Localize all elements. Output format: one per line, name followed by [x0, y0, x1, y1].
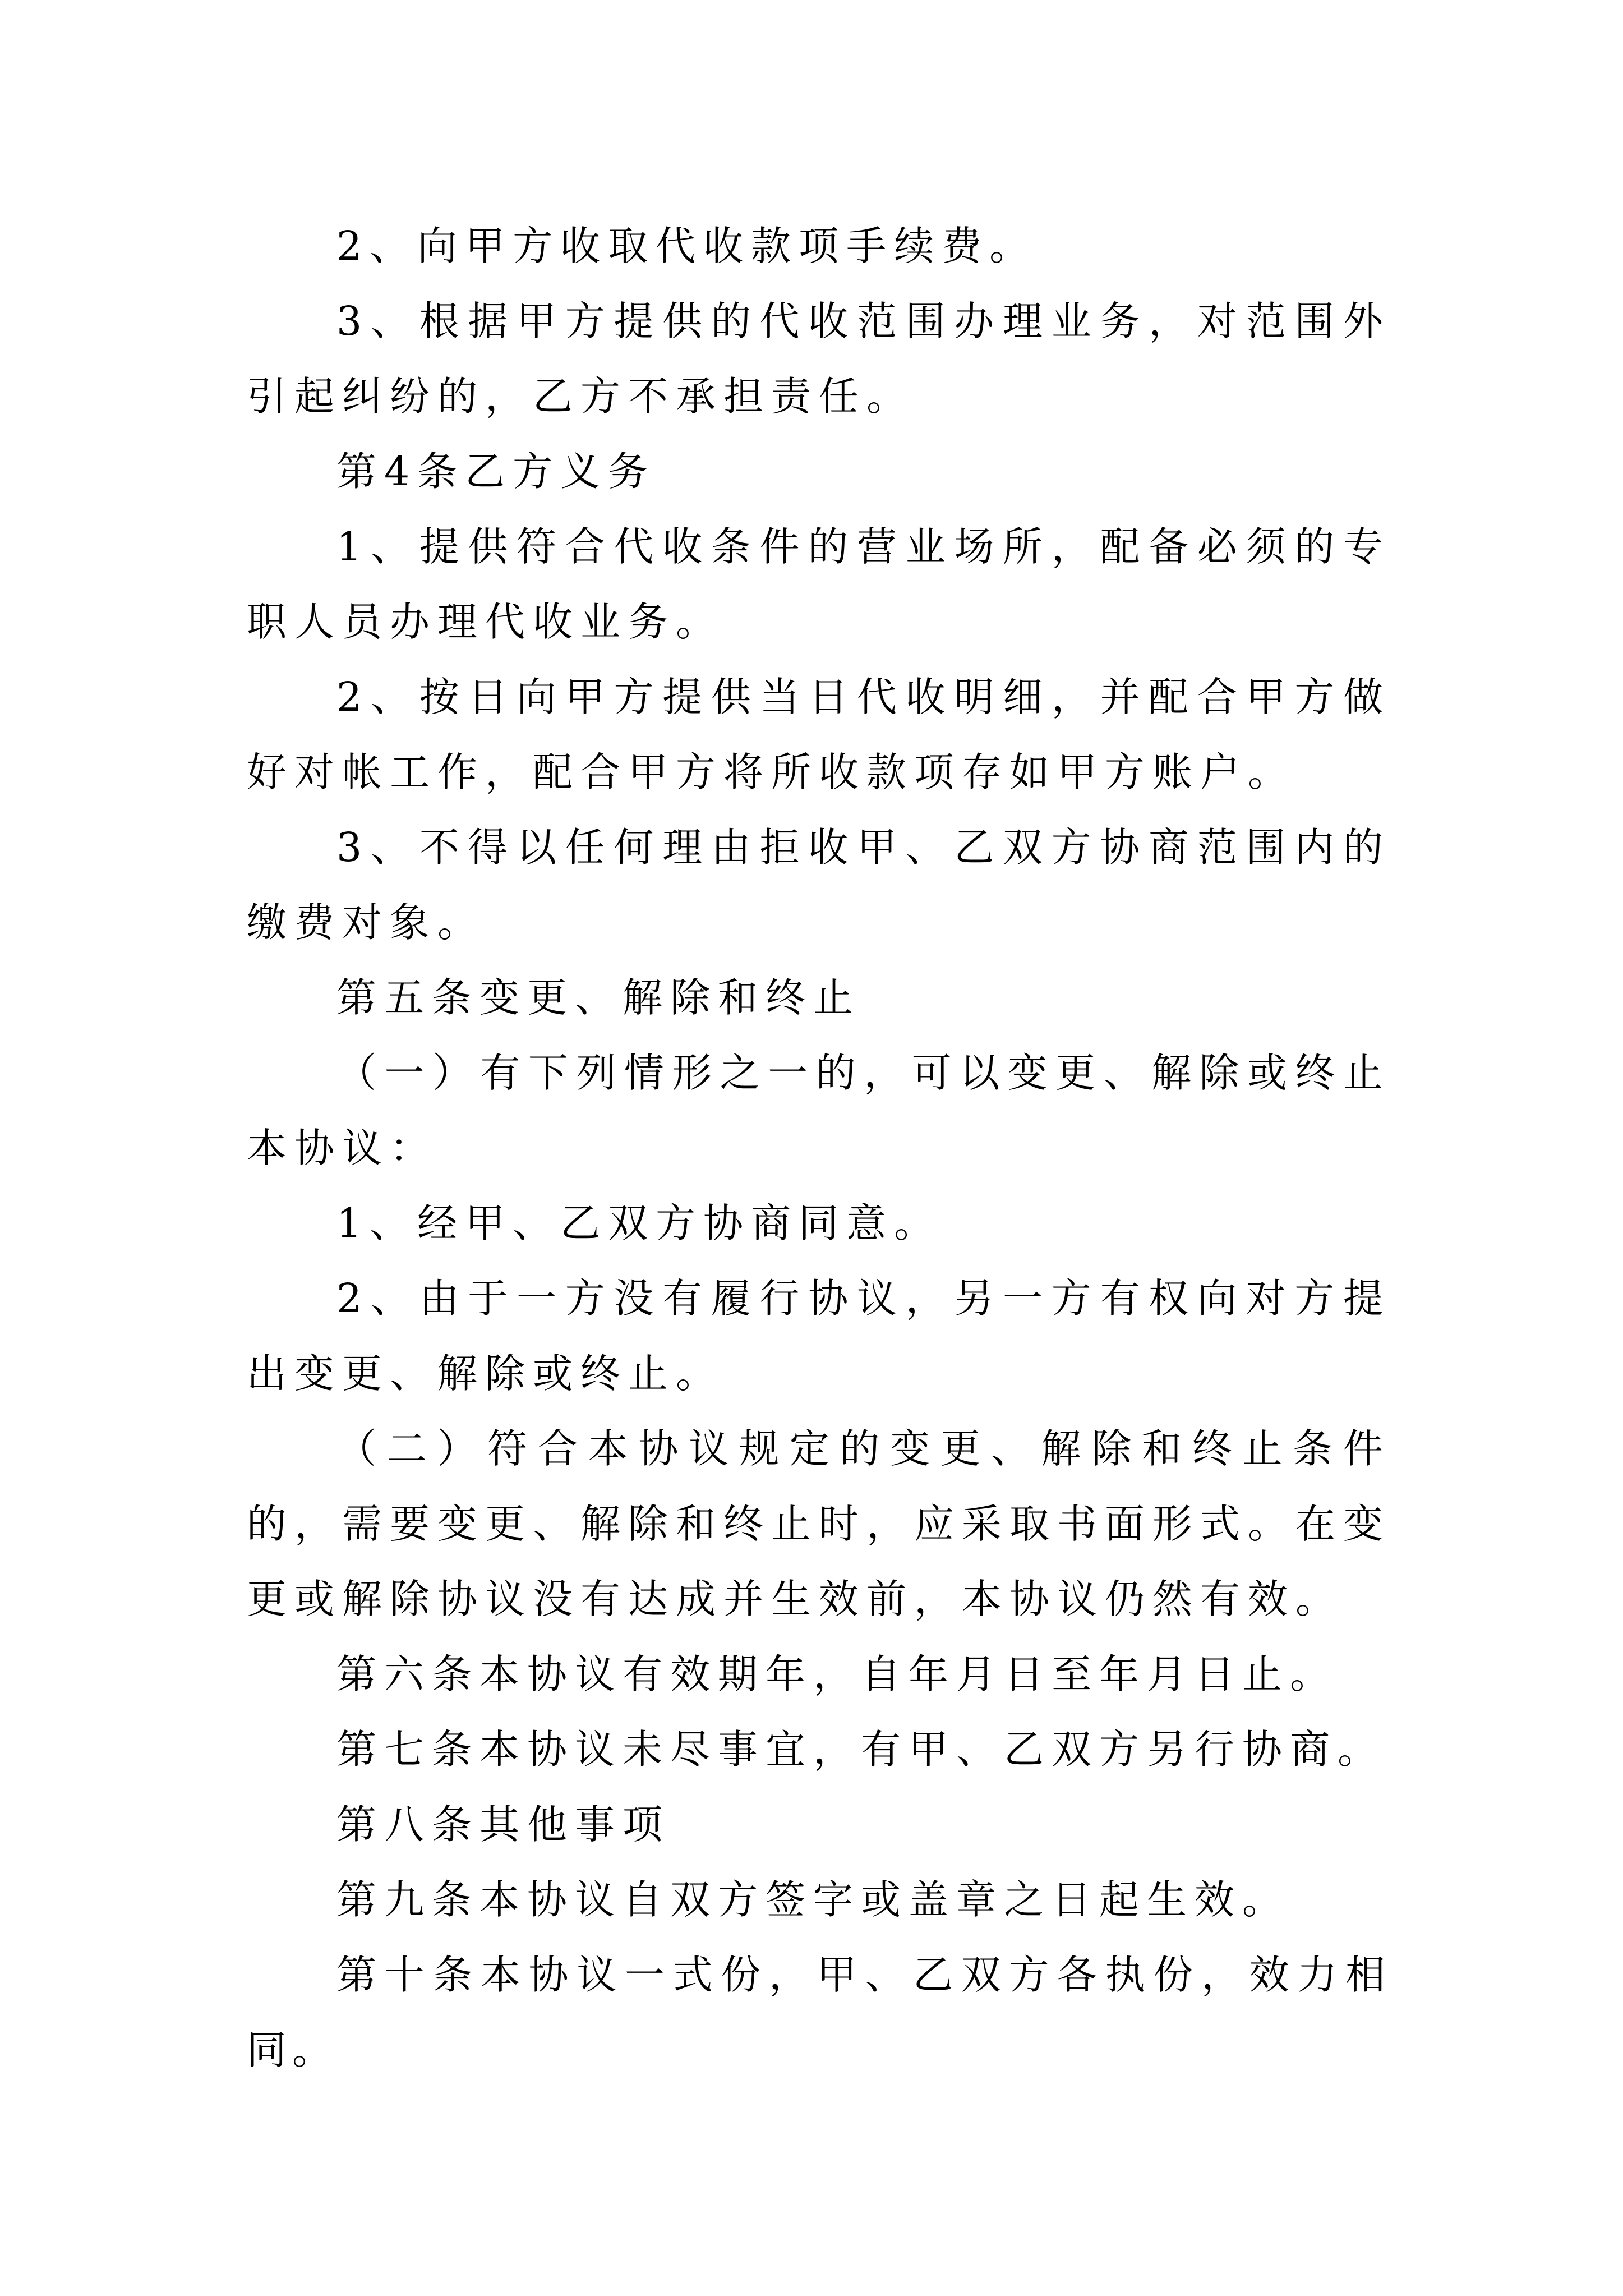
clause-paragraph: 2、由于一方没有履行协议，另一方有权向对方提出变更、解除或终止。 [247, 1275, 1391, 1397]
article-heading: 第五条变更、解除和终止 [336, 974, 861, 1021]
clause-paragraph: （二）符合本协议规定的变更、解除和终止条件的，需要变更、解除和终止时，应采取书面形式。在变更或解除协议没有达成并生效前，本协议仍然有效。 [247, 1425, 1391, 1622]
article-paragraph: 第九条本协议自双方签字或盖章之日起生效。 [336, 1876, 1290, 1923]
article-heading: 第4条乙方义务 [336, 448, 656, 495]
clause-paragraph: 1、提供符合代收条件的营业场所，配备必须的专职人员办理代收业务。 [247, 523, 1391, 645]
agreement-body [247, 209, 1391, 2088]
article-paragraph: 第十条本协议一式份，甲、乙双方各执份，效力相同。 [247, 1952, 1391, 2073]
article-paragraph: 第六条本协议有效期年，自年月日至年月日止。 [336, 1651, 1338, 1697]
article-heading: 第八条其他事项 [336, 1801, 671, 1848]
clause-paragraph: 2、按日向甲方提供当日代收明细，并配合甲方做好对帐工作，配合甲方将所收款项存如甲方账户。 [247, 674, 1391, 795]
clause-paragraph: 3、根据甲方提供的代收范围办理业务，对范围外引起纠纷的，乙方不承担责任。 [247, 298, 1391, 420]
article-paragraph: 第七条本协议未尽事宜，有甲、乙双方另行协商。 [336, 1726, 1386, 1773]
clause-paragraph: 2、向甲方收取代收款项手续费。 [336, 223, 1038, 269]
clause-paragraph: 3、不得以任何理由拒收甲、乙双方协商范围内的缴费对象。 [247, 824, 1391, 946]
clause-paragraph: 1、经甲、乙双方协商同意。 [336, 1200, 942, 1246]
clause-paragraph: （一）有下列情形之一的，可以变更、解除或终止本协议： [247, 1050, 1391, 1171]
